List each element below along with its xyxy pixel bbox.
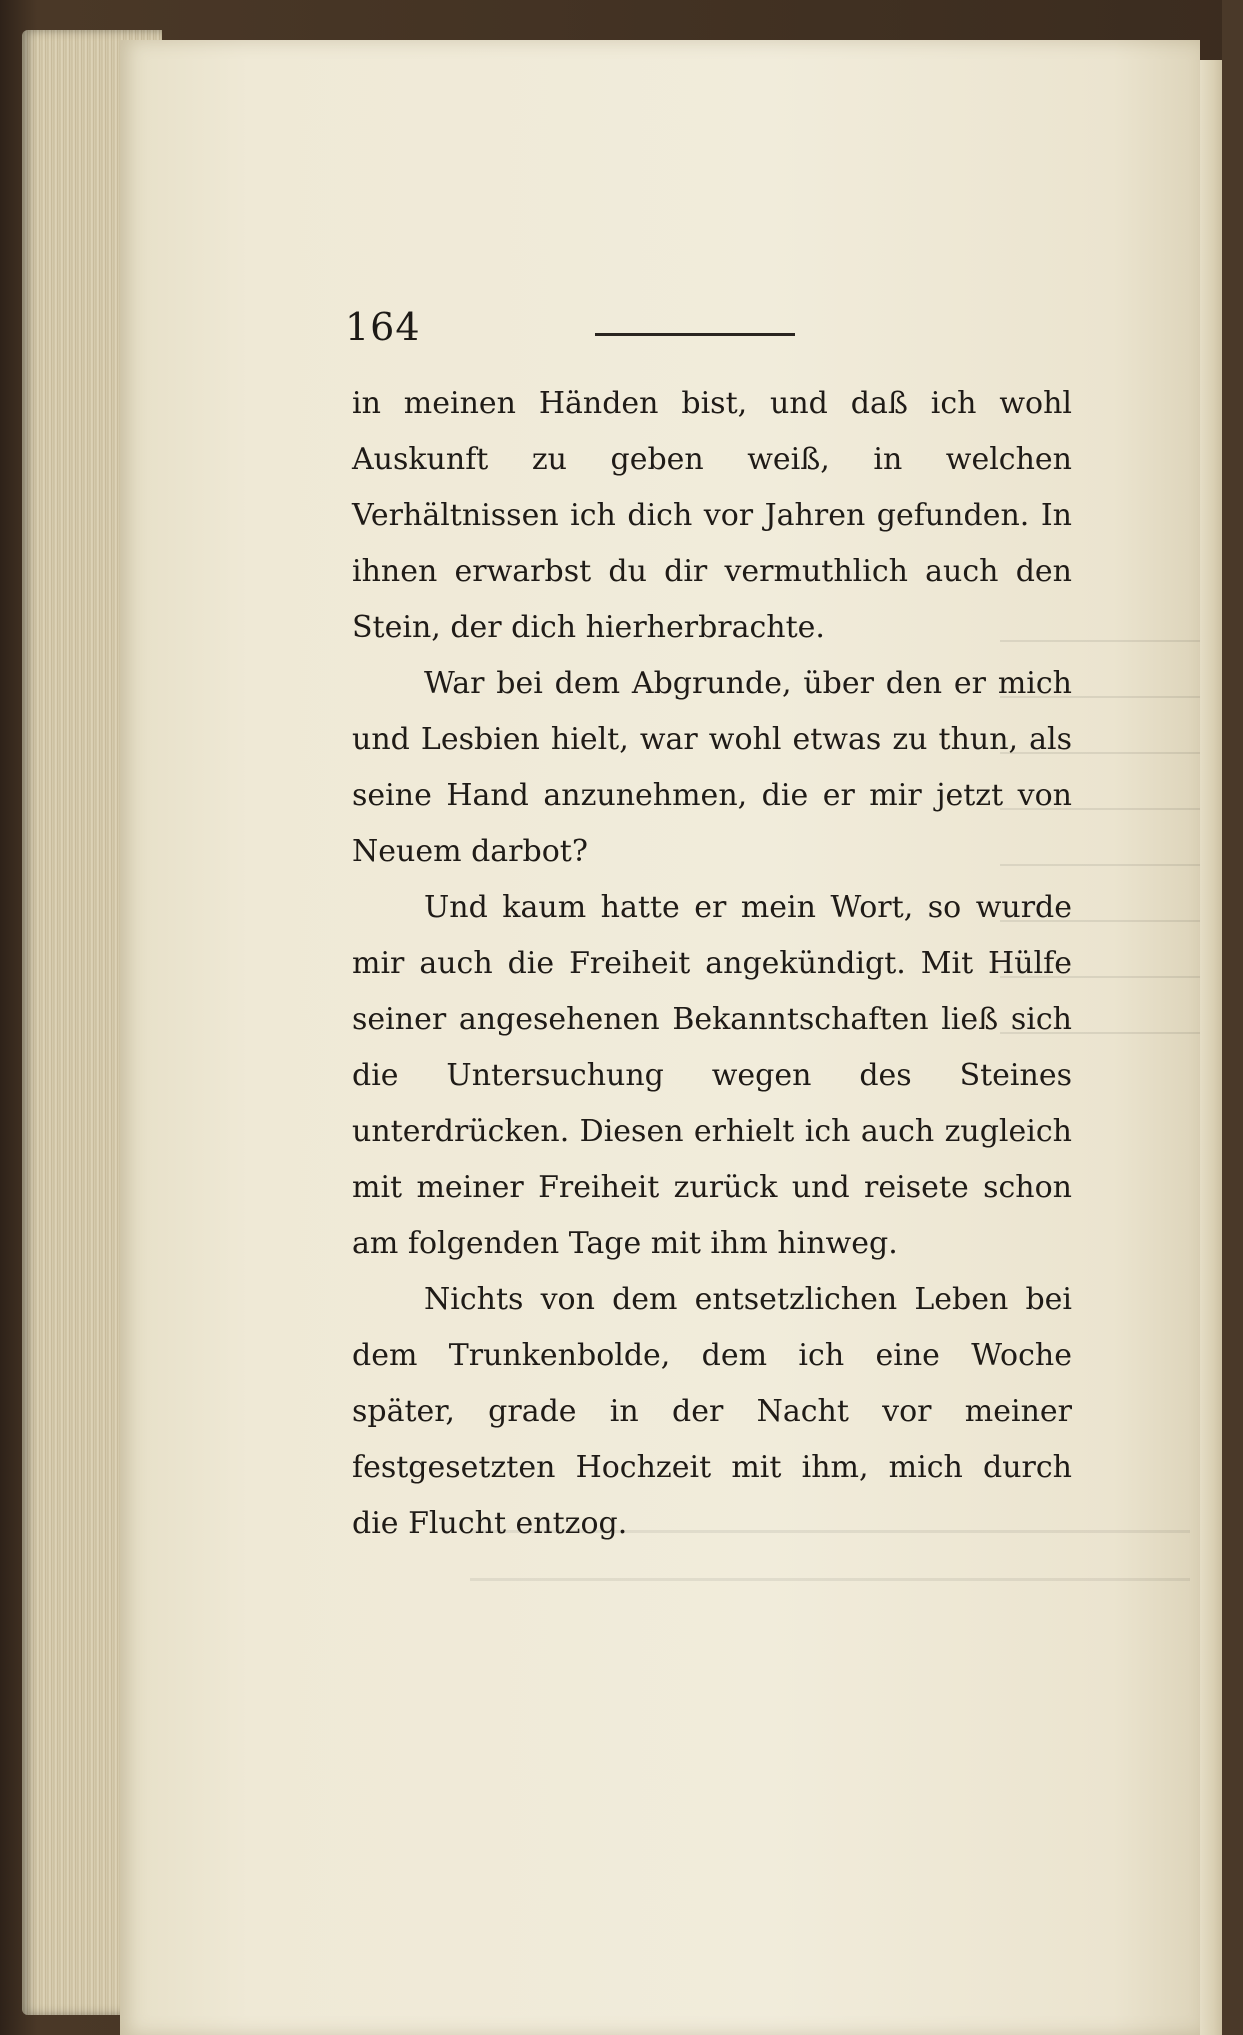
paragraph: War bei dem Abgrunde, über den er mich und Lesbien hielt, war wohl etwas zu thun, als seine Hand anzunehmen, die er mir jetzt von Neuem darbot? — [352, 666, 1072, 869]
page-number: 164 — [345, 305, 421, 349]
book-spine-shadow — [1222, 0, 1243, 2035]
body-text — [352, 376, 1072, 1552]
header-rule — [595, 333, 795, 336]
paragraph: Und kaum hatte er mein Wort, so wurde mir auch die Freiheit angekündigt. Mit Hülfe seiner angesehenen Bekanntschaften ließ sich die Untersuchung wegen des Steines unterdrücken. Diesen erhielt ich auch zugleich mit meiner Freiheit zurück und reisete schon am folgenden Tage mit ihm hinweg. — [352, 890, 1072, 1261]
paragraph: Nichts von dem entsetzlichen Leben bei dem Trunkenbolde, dem ich eine Woche später, grade in der Nacht vor meiner festgesetzten Hochzeit mit ihm, mich durch die Flucht entzog. — [352, 1282, 1072, 1541]
page-header — [345, 305, 805, 355]
paragraph: in meinen Händen bist, und daß ich wohl Auskunft zu geben weiß, in welchen Verhältnissen ich dich vor Jahren gefunden. In ihnen erwarbst du dir vermuthlich auch den Stein, der dich hierherbrachte. — [352, 386, 1072, 645]
